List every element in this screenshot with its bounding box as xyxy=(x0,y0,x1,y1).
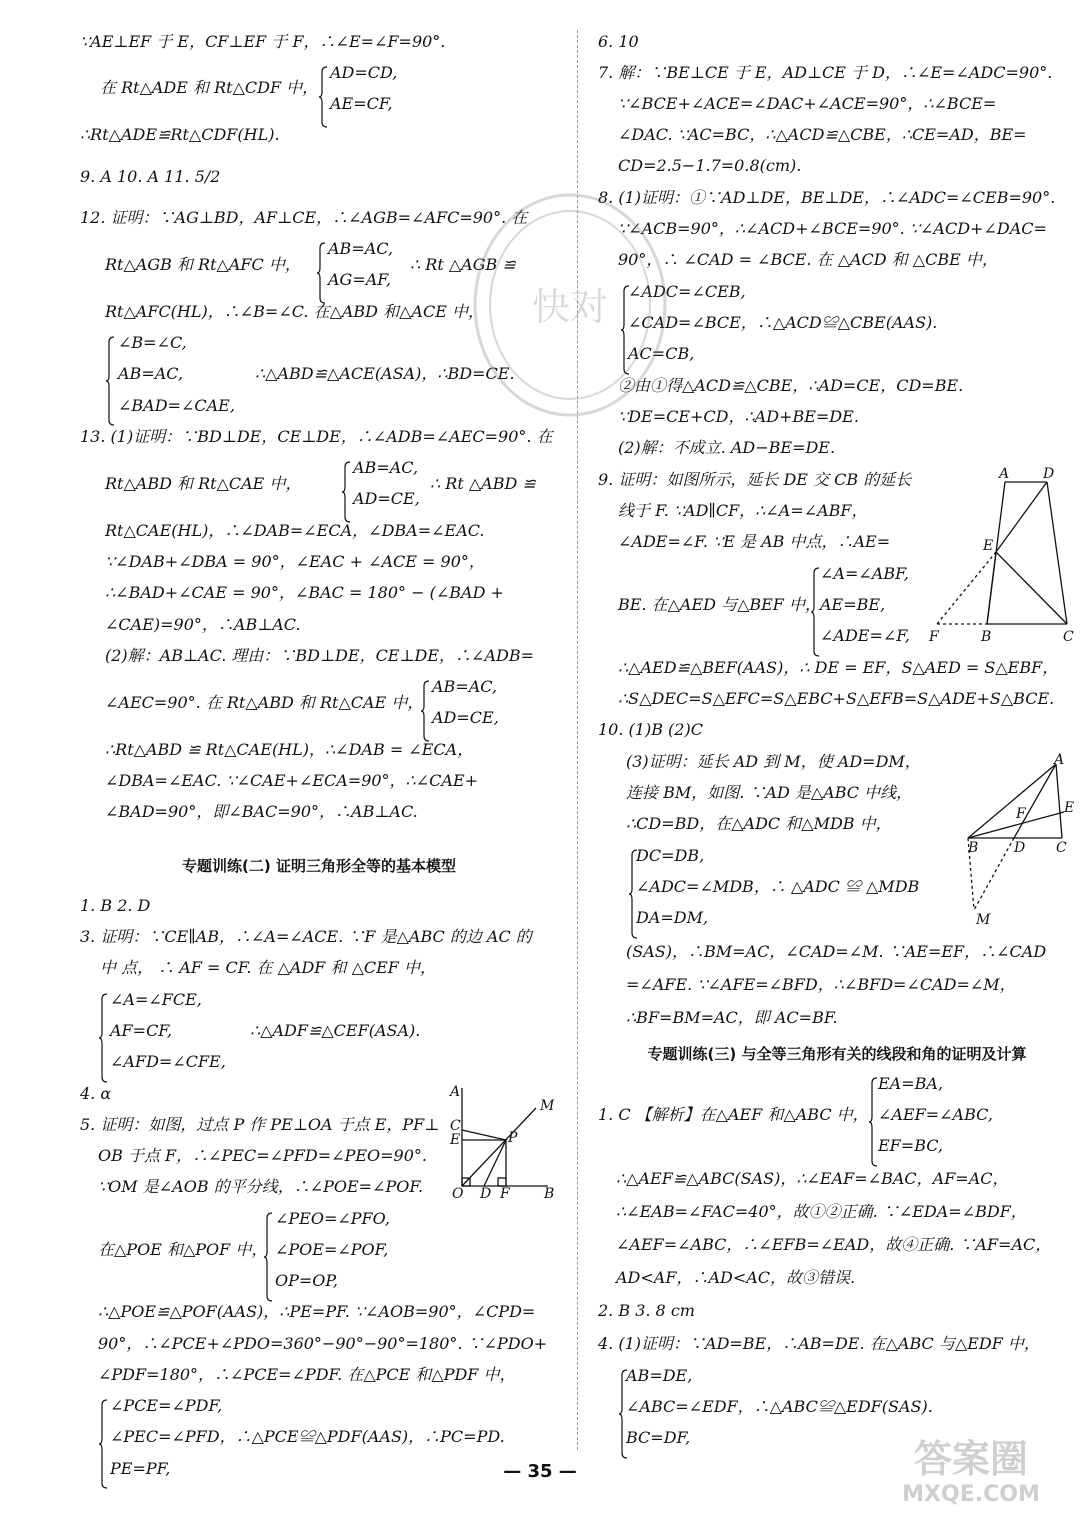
left-line: ∴Rt△ADE≌Rt△CDF(HL). xyxy=(80,125,280,144)
left-line: ∠PEO=∠PFO, xyxy=(275,1209,390,1228)
right-line: 4. (1)证明：∵AD=BE，∴AB=DE. 在△ABC 与△EDF 中， xyxy=(598,1334,1040,1353)
left-line: 13. (1)证明：∵BD⊥DE，CE⊥DE，∴∠ADB=∠AEC=90°. 在 xyxy=(80,427,553,446)
brace xyxy=(628,849,638,939)
fig10-label-F: F xyxy=(1016,806,1026,822)
page-number: — 35 — xyxy=(503,1461,577,1482)
right-line: AD<AF，∴AD<AC，故③错误. xyxy=(616,1268,856,1287)
left-line: ∠BAD=∠CAE, xyxy=(118,396,235,415)
left-line: 中 点， ∴ AF = CF. 在 △ADF 和 △CEF 中， xyxy=(100,958,436,977)
right-line: 连接 BM，如图. ∵AD 是△ABC 中线， xyxy=(626,783,913,802)
section-heading: 专题训练(二) 证明三角形全等的基本模型 xyxy=(182,857,456,875)
right-line: EA=BA, xyxy=(878,1074,944,1093)
fig9-label-D: D xyxy=(1043,466,1055,482)
fig10-label-M: M xyxy=(976,912,991,928)
right-line: 8. (1)证明：①∵AD⊥DE，BE⊥DE，∴∠ADC=∠CEB=90°. xyxy=(598,188,1056,207)
brace xyxy=(810,567,820,657)
left-line: Rt△CAE(HL)，∴∠DAB=∠ECA，∠DBA=∠EAC. xyxy=(105,521,485,540)
right-line: 1. C 【解析】在△AEF 和△ABC 中， xyxy=(598,1105,869,1124)
left-line: ∠A=∠FCE, xyxy=(110,990,202,1009)
right-line: ∠ADE=∠F. ∵E 是 AB 中点，∴AE= xyxy=(618,532,891,551)
fig9-label-B: B xyxy=(981,629,992,645)
brace xyxy=(316,242,326,304)
right-line: ∴∠EAB=∠FAC=40°，故①②正确. ∵∠EDA=∠BDF， xyxy=(616,1202,1027,1221)
left-line: AD=CE, xyxy=(353,489,420,508)
left-line: ∵AE⊥EF 于 E，CF⊥EF 于 F，∴∠E=∠F=90°. xyxy=(80,32,446,51)
left-line: Rt△ABD 和 Rt△CAE 中， xyxy=(105,474,302,493)
right-line: ∠ADE=∠F, xyxy=(820,626,910,645)
left-line: ∠B=∠C, xyxy=(118,333,187,352)
fig5-label-P: P xyxy=(508,1130,518,1146)
fig9-label-F: F xyxy=(929,629,939,645)
left-line: 12. 证明：∵AG⊥BD，AF⊥CE，∴∠AGB=∠AFC=90°. 在 xyxy=(80,208,528,227)
fig5-label-A: A xyxy=(450,1084,461,1100)
left-line: AE=CF, xyxy=(330,94,393,113)
right-line: ∴S△DEC=S△EFC=S△EBC+S△EFB=S△ADE+S△BCE. xyxy=(618,689,1055,708)
right-line: ∠ABC=∠EDF，∴△ABC≌△EDF(SAS). xyxy=(626,1397,933,1416)
fig5-label-E: E xyxy=(450,1132,461,1148)
left-line: ∵∠DAB+∠DBA = 90°，∠EAC + ∠ACE = 90°， xyxy=(105,552,485,571)
right-line: ∠AEF=∠ABC，∴∠EFB=∠EAD，故④正确. ∵AF=AC， xyxy=(616,1235,1052,1254)
left-line: 5. 证明：如图，过点 P 作 PE⊥OA 于点 E，PF⊥ xyxy=(80,1115,440,1134)
right-line: 2. B 3. 8 cm xyxy=(598,1301,695,1320)
right-line: ∠CAD=∠BCE，∴△ACD≌△CBE(AAS). xyxy=(628,313,938,332)
left-line: 9. A 10. A 11. 5/2 xyxy=(80,167,221,186)
left-line: AB=AC, xyxy=(118,364,184,383)
brace xyxy=(341,461,351,523)
left-line: AG=AF, xyxy=(328,270,391,289)
brand-url: MXQE.COM xyxy=(902,1482,1040,1507)
left-line: AD=CE, xyxy=(432,708,499,727)
watermark-text: 快对 xyxy=(531,285,609,329)
brace xyxy=(98,993,108,1083)
figure-problem-5 xyxy=(448,1082,563,1200)
fig5-label-M: M xyxy=(540,1098,555,1114)
right-line: BC=DF, xyxy=(626,1428,691,1447)
left-line: ∴△POE≌△POF(AAS)，∴PE=PF. ∵∠AOB=90°，∠CPD= xyxy=(98,1302,536,1321)
left-line: ∴∠BAD+∠CAE = 90°，∠BAC = 180° − (∠BAD + xyxy=(105,583,504,602)
fig5-label-F: F xyxy=(500,1186,510,1200)
right-line: ∠DAC. ∵AC=BC，∴△ACD≌△CBE，∴CE=AD，BE= xyxy=(618,125,1027,144)
left-line: (2)解：AB⊥AC. 理由：∵BD⊥DE，CE⊥DE，∴∠ADB= xyxy=(105,646,534,665)
brace xyxy=(263,1212,273,1302)
left-line: ∠AFD=∠CFE, xyxy=(110,1052,226,1071)
left-line: ∴ Rt △ABD ≌ xyxy=(430,474,536,493)
left-line: AF=CF, xyxy=(110,1021,172,1040)
brace xyxy=(868,1077,878,1167)
left-line: ∠DBA=∠EAC. ∵∠CAE+∠ECA=90°，∴∠CAE+ xyxy=(105,771,479,790)
left-line: AD=CD, xyxy=(330,63,398,82)
left-line: ∠AEC=90°. 在 Rt△ABD 和 Rt△CAE 中， xyxy=(105,693,424,712)
fig5-label-C: C xyxy=(450,1118,461,1134)
right-line: ∴△AED≌△BEF(AAS)，∴ DE = EF，S△AED = S△EBF， xyxy=(618,658,1059,677)
left-line: ∠PDF=180°，∴∠PCE=∠PDF. 在△PCE 和△PDF 中， xyxy=(98,1365,516,1384)
right-line: ∠ADC=∠MDB，∴ △ADC ≌ △MDB xyxy=(636,877,920,896)
right-line: 90°，∴ ∠CAD = ∠BCE. 在 △ACD 和 △CBE 中， xyxy=(618,250,998,269)
left-line: ∠PEC=∠PFD，∴△PCE≌△PDF(AAS)，∴PC=PD. xyxy=(110,1427,505,1446)
right-line: 7. 解：∵BE⊥CE 于 E，AD⊥CE 于 D，∴∠E=∠ADC=90°. xyxy=(598,63,1053,82)
brace xyxy=(620,285,630,375)
figure-problem-9 xyxy=(925,466,1080,646)
right-line: ∠ADC=∠CEB, xyxy=(628,282,746,301)
left-line: ∴△ABD≌△ACE(ASA)，∴BD=CE. xyxy=(255,364,515,383)
fig10-label-E: E xyxy=(1064,800,1075,816)
left-line: PE=PF, xyxy=(110,1459,171,1478)
right-line: 9. 证明：如图所示，延长 DE 交 CB 的延长 xyxy=(598,470,912,489)
fig10-label-B: B xyxy=(968,840,979,856)
right-line: BE. 在△AED 与△BEF 中， xyxy=(618,595,821,614)
right-line: EF=BC, xyxy=(878,1136,943,1155)
left-line: ∴△ADF≌△CEF(ASA). xyxy=(250,1021,421,1040)
fig10-label-C: C xyxy=(1056,840,1067,856)
right-line: ∵∠BCE+∠ACE=∠DAC+∠ACE=90°，∴∠BCE= xyxy=(618,94,997,113)
right-line: AC=CB, xyxy=(628,344,695,363)
left-line: Rt△AFC(HL)，∴∠B=∠C. 在△ABD 和△ACE 中， xyxy=(105,302,484,321)
right-line: (SAS)，∴BM=AC，∠CAD=∠M. ∵AE=EF，∴∠CAD xyxy=(626,942,1047,961)
brace xyxy=(420,680,430,742)
left-line: Rt△AGB 和 Rt△AFC 中， xyxy=(105,255,301,274)
right-line: 10. (1)B (2)C xyxy=(598,720,703,739)
fig9-label-C: C xyxy=(1063,629,1074,645)
left-line: ∠PCE=∠PDF, xyxy=(110,1396,223,1415)
brand-text: 答案圈 xyxy=(913,1437,1028,1481)
left-line: 1. B 2. D xyxy=(80,896,151,915)
right-line: CD=2.5−1.7=0.8(cm). xyxy=(618,156,802,175)
left-line: ∵OM 是∠AOB 的平分线，∴∠POE=∠POF. xyxy=(98,1177,424,1196)
left-line: 90°，∴∠PCE+∠PDO=360°−90°−90°=180°. ∵∠PDO+ xyxy=(98,1334,548,1353)
right-line: (3)证明：延长 AD 到 M，使 AD=DM， xyxy=(626,752,921,771)
fig10-label-D: D xyxy=(1014,840,1026,856)
right-line: ∠AEF=∠ABC, xyxy=(878,1105,993,1124)
right-line: ∴BF=BM=AC，即 AC=BF. xyxy=(626,1008,838,1027)
right-line: =∠AFE. ∵∠AFE=∠BFD，∴∠BFD=∠CAD=∠M， xyxy=(626,975,1016,994)
brace xyxy=(618,1369,628,1459)
fig10-label-A: A xyxy=(1054,752,1065,768)
section-heading: 专题训练(三) 与全等三角形有关的线段和角的证明及计算 xyxy=(647,1045,1027,1063)
left-line: 4. α xyxy=(80,1084,112,1103)
fig9-label-A: A xyxy=(999,466,1010,482)
right-line: DC=DB, xyxy=(636,846,705,865)
right-line: ∵DE=CE+CD，∴AD+BE=DE. xyxy=(618,407,859,426)
right-line: AE=BE, xyxy=(820,595,886,614)
right-line: 线于 F. ∵AD∥CF，∴∠A=∠ABF， xyxy=(618,501,868,520)
right-line: ∴△AEF≌△ABC(SAS)，∴∠EAF=∠BAC，AF=AC， xyxy=(616,1169,1009,1188)
right-line: ∠A=∠ABF, xyxy=(820,564,909,583)
fig5-label-B: B xyxy=(544,1186,555,1200)
left-line: OB 于点 F，∴∠PEC=∠PFD=∠PEO=90°. xyxy=(98,1146,427,1165)
right-line: ∴CD=BD，在△ADC 和△MDB 中， xyxy=(626,814,892,833)
brace xyxy=(105,336,115,426)
right-line: (2)解：不成立. AD−BE=DE. xyxy=(618,438,836,457)
left-line: ∠BAD=90°，即∠BAC=90°，∴AB⊥AC. xyxy=(105,802,418,821)
right-line: DA=DM, xyxy=(636,908,709,927)
right-line: ∵∠ACB=90°，∴∠ACD+∠BCE=90°. ∵∠ACD+∠DAC= xyxy=(618,219,1047,238)
left-line: ∠CAE)=90°，∴AB⊥AC. xyxy=(105,615,301,634)
left-line: AB=AC, xyxy=(353,458,419,477)
left-line: 在△POE 和△POF 中， xyxy=(98,1240,268,1259)
figure-problem-10 xyxy=(960,752,1078,928)
brand-watermark xyxy=(886,1436,1056,1520)
brace xyxy=(318,66,328,128)
left-line: AB=AC, xyxy=(432,677,498,696)
left-line: ∠POE=∠POF, xyxy=(275,1240,389,1259)
right-line: ②由①得△ACD≌△CBE，∴AD=CE，CD=BE. xyxy=(618,376,964,395)
right-line: AB=DE, xyxy=(626,1366,693,1385)
left-line: ∴ Rt △AGB ≌ xyxy=(410,255,516,274)
left-line: OP=OP, xyxy=(275,1271,339,1290)
left-line: ∴Rt△ABD ≌ Rt△CAE(HL)，∴∠DAB = ∠ECA， xyxy=(105,740,474,759)
fig9-label-E: E xyxy=(983,538,994,554)
left-line: 3. 证明：∵CE∥AB，∴∠A=∠ACE. ∵F 是△ABC 的边 AC 的 xyxy=(80,927,532,946)
fig5-label-D: D xyxy=(480,1186,492,1200)
left-line: 在 Rt△ADE 和 Rt△CDF 中， xyxy=(100,78,319,97)
fig5-label-O: O xyxy=(452,1186,464,1200)
right-line: 6. 10 xyxy=(598,32,639,51)
left-line: AB=AC, xyxy=(328,239,394,258)
